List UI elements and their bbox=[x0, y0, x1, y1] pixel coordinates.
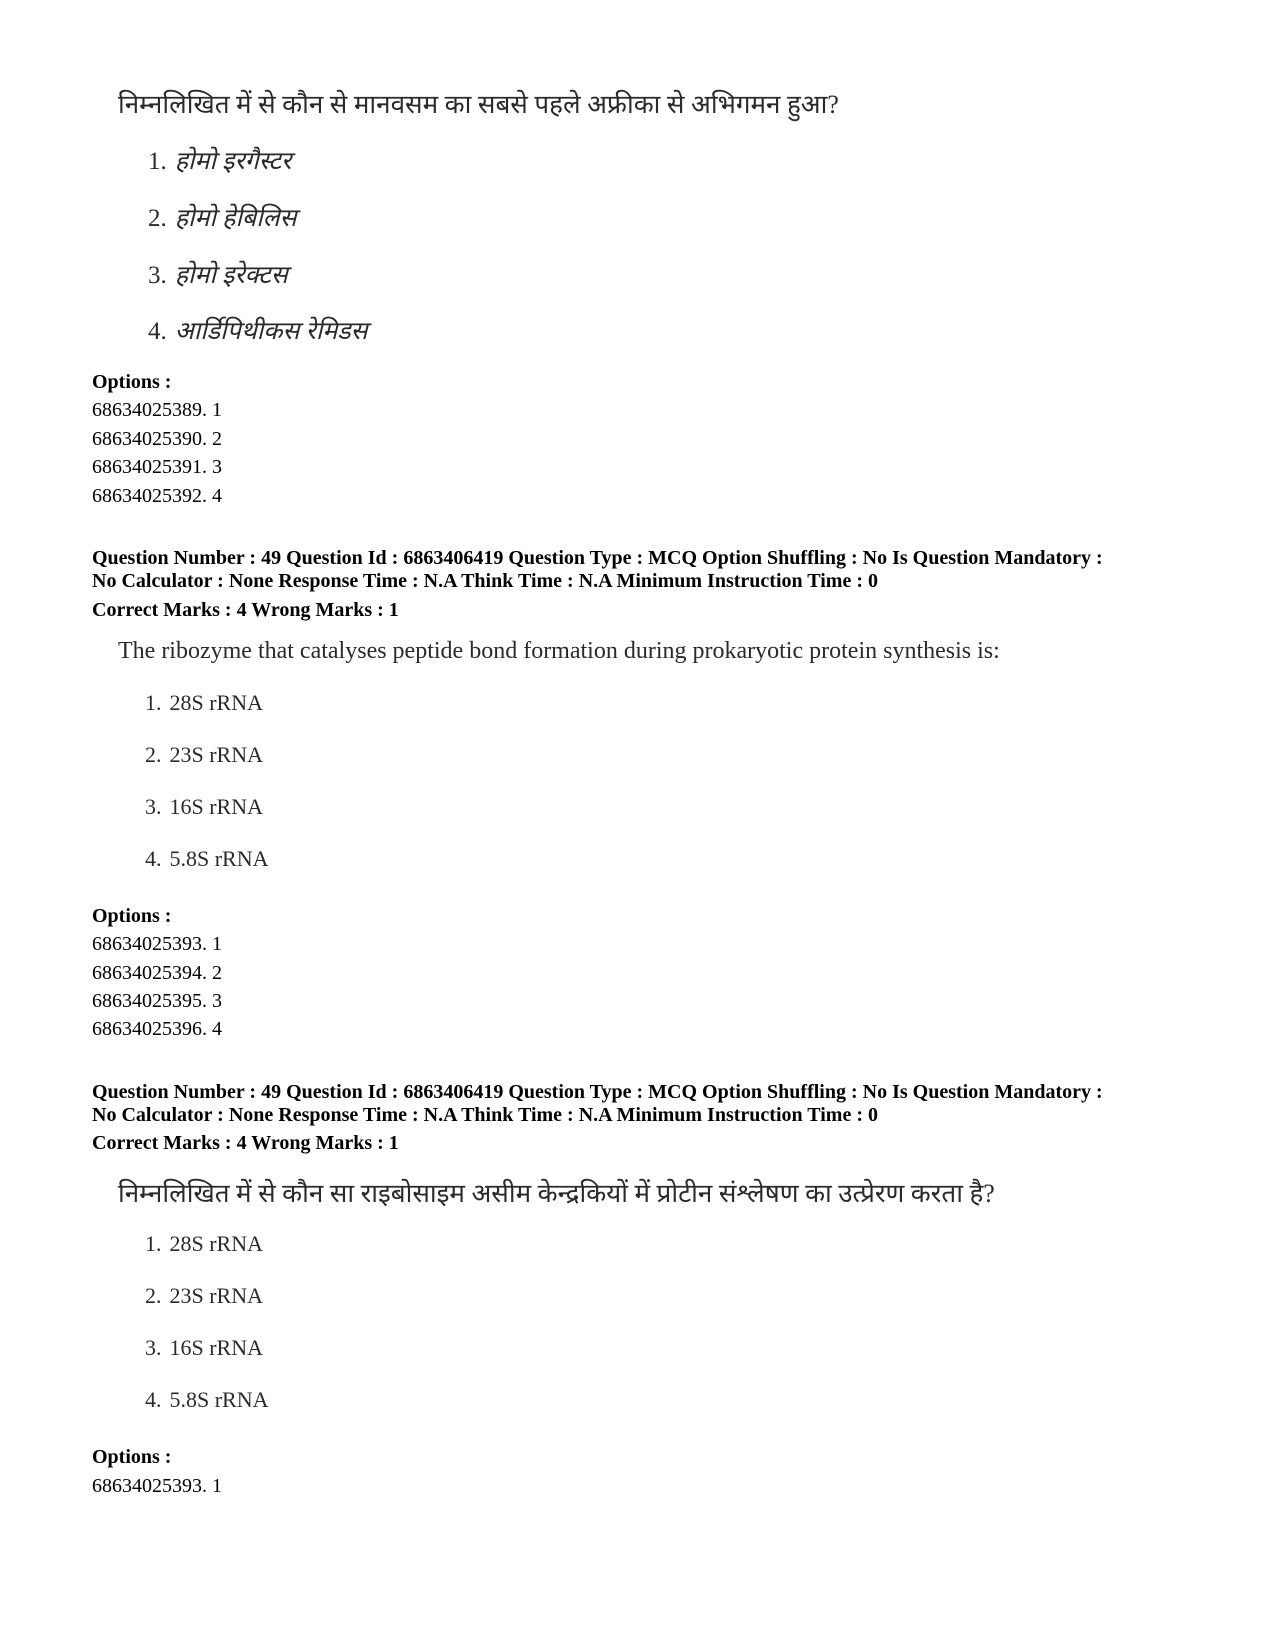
option-id: 68634025396. 4 bbox=[92, 1018, 222, 1040]
option-id: 68634025390. 2 bbox=[92, 428, 222, 450]
choice-number: 3. bbox=[145, 794, 162, 819]
choice-number: 2. bbox=[145, 1283, 162, 1308]
question-meta-line2: No Calculator : None Response Time : N.A Think Time : N.A Minimum Instruction Time : 0 bbox=[92, 570, 878, 592]
choice-text: आर्डिपिथीकस रेमिडस bbox=[174, 318, 368, 345]
option-id: 68634025393. 1 bbox=[92, 1475, 222, 1497]
choice-text: 23S rRNA bbox=[169, 1283, 264, 1308]
choice-number: 3. bbox=[145, 1335, 162, 1360]
choice-item bbox=[148, 143, 291, 177]
choice-number: 2. bbox=[145, 742, 162, 767]
choice-item bbox=[148, 313, 368, 347]
choice-text: होमो इरेक्टस bbox=[174, 262, 288, 289]
choice-item bbox=[145, 1387, 269, 1413]
choice-text: 23S rRNA bbox=[169, 742, 264, 767]
choice-item bbox=[145, 1231, 263, 1257]
option-id: 68634025391. 3 bbox=[92, 456, 222, 478]
choice-item bbox=[145, 846, 269, 872]
choice-text: 16S rRNA bbox=[169, 794, 264, 819]
choice-item bbox=[145, 1335, 263, 1361]
choice-number: 4. bbox=[145, 846, 162, 871]
choice-item bbox=[145, 690, 263, 716]
choice-item bbox=[145, 1283, 263, 1309]
question-meta-line1: Question Number : 49 Question Id : 6863406419 Question Type : MCQ Option Shuffling : No Is Question Mandatory : bbox=[92, 1081, 1103, 1103]
choice-item bbox=[145, 742, 263, 768]
choice-number: 1. bbox=[145, 690, 162, 715]
choice-text: 5.8S rRNA bbox=[169, 846, 269, 871]
choice-item bbox=[148, 200, 297, 234]
choice-number: 1. bbox=[148, 148, 167, 175]
question-meta-line2: No Calculator : None Response Time : N.A Think Time : N.A Minimum Instruction Time : 0 bbox=[92, 1104, 878, 1126]
choice-number: 1. bbox=[145, 1231, 162, 1256]
choice-item bbox=[145, 794, 263, 820]
option-id: 68634025393. 1 bbox=[92, 933, 222, 955]
question-marks: Correct Marks : 4 Wrong Marks : 1 bbox=[92, 1132, 399, 1154]
choice-text: 5.8S rRNA bbox=[169, 1387, 269, 1412]
question-meta-line1: Question Number : 49 Question Id : 6863406419 Question Type : MCQ Option Shuffling : No Is Question Mandatory : bbox=[92, 547, 1103, 569]
option-id: 68634025392. 4 bbox=[92, 485, 222, 507]
question-marks: Correct Marks : 4 Wrong Marks : 1 bbox=[92, 599, 399, 621]
choice-item bbox=[148, 257, 288, 291]
question-text: निम्नलिखित में से कौन से मानवसम का सबसे पहले अफ्रीका से अभिगमन हुआ? bbox=[118, 90, 839, 119]
question-text: The ribozyme that catalyses peptide bond formation during prokaryotic protein synthesis is: bbox=[118, 638, 1000, 664]
choice-text: होमो इरगैस्टर bbox=[174, 148, 292, 175]
options-label: Options : bbox=[92, 371, 172, 393]
options-label: Options : bbox=[92, 905, 172, 927]
choice-number: 3. bbox=[148, 262, 167, 289]
choice-text: 28S rRNA bbox=[169, 690, 264, 715]
question-text: निम्नलिखित में से कौन सा राइबोसाइम असीम केन्द्रकियों में प्रोटीन संश्लेषण का उत्प्रेरण करता है? bbox=[118, 1179, 995, 1208]
choice-number: 4. bbox=[145, 1387, 162, 1412]
options-label: Options : bbox=[92, 1446, 172, 1468]
choice-text: 28S rRNA bbox=[169, 1231, 264, 1256]
choice-number: 4. bbox=[148, 318, 167, 345]
option-id: 68634025394. 2 bbox=[92, 962, 222, 984]
option-id: 68634025389. 1 bbox=[92, 399, 222, 421]
choice-text: 16S rRNA bbox=[169, 1335, 264, 1360]
choice-text: होमो हेबिलिस bbox=[174, 205, 297, 232]
option-id: 68634025395. 3 bbox=[92, 990, 222, 1012]
choice-number: 2. bbox=[148, 205, 167, 232]
